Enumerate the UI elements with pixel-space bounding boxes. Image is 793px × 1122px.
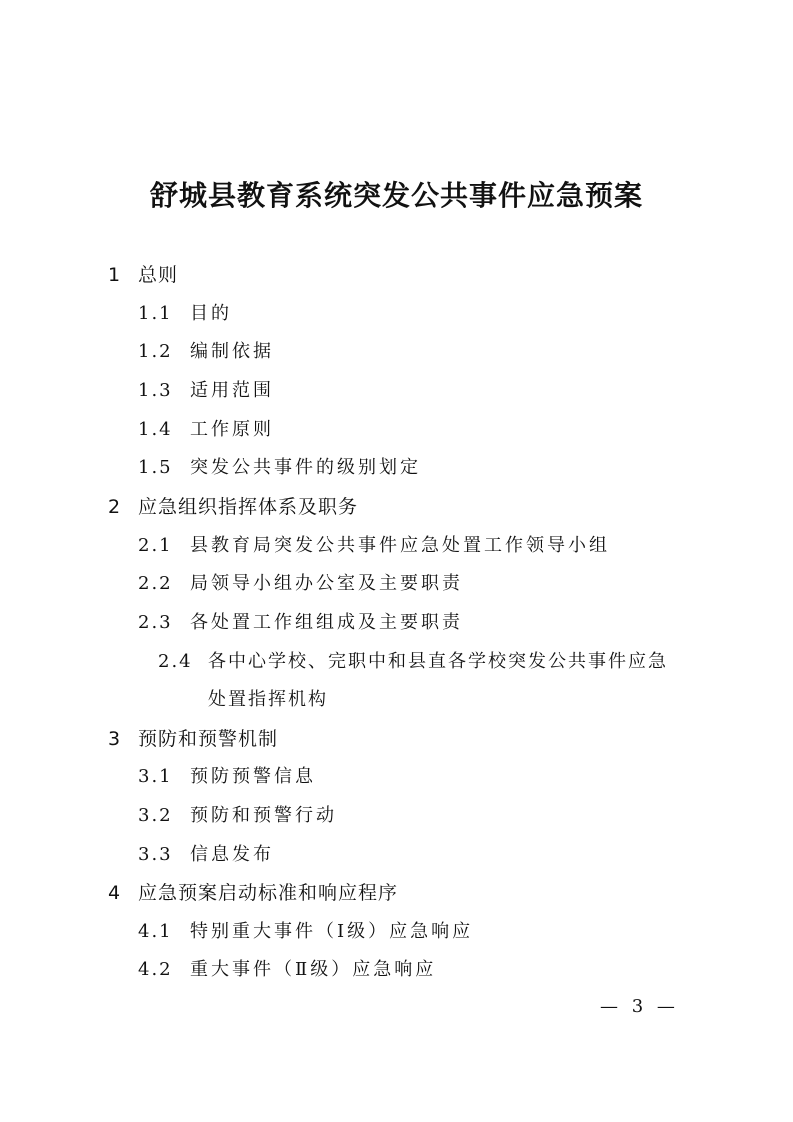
- toc-number: 1.1: [138, 303, 173, 324]
- toc-number: 1: [108, 264, 121, 286]
- toc-text: 局领导小组办公室及主要职责: [190, 573, 463, 594]
- toc-number: 2.2: [138, 573, 173, 594]
- toc-number: 4: [108, 882, 121, 904]
- toc-number: 2.1: [138, 535, 173, 556]
- toc-item-2-3: [138, 611, 463, 635]
- toc-item-2-4-continuation: 处置指挥机构: [208, 689, 328, 710]
- toc-text: 特别重大事件（Ⅰ级）应急响应: [190, 921, 474, 942]
- toc-number: 1.2: [138, 341, 173, 362]
- toc-item-1-5: [138, 456, 421, 480]
- toc-item-2-4: [158, 650, 668, 674]
- toc-text: 县教育局突发公共事件应急处置工作领导小组: [190, 535, 610, 556]
- toc-number: 3.2: [138, 805, 173, 826]
- toc-number: 2.4: [158, 651, 193, 672]
- toc-number: 3: [108, 728, 121, 750]
- toc-text: 工作原则: [190, 419, 274, 440]
- toc-item-1-1: [138, 302, 232, 326]
- toc-number: 2.3: [138, 612, 173, 633]
- toc-number: 1.4: [138, 419, 173, 440]
- page-number: — 3 —: [600, 996, 679, 1017]
- toc-heading: 应急组织指挥体系及职务: [138, 496, 359, 518]
- toc-number: 4.2: [138, 959, 173, 980]
- toc-text: 预防和预警行动: [190, 805, 337, 826]
- toc-text: 适用范围: [190, 380, 274, 401]
- toc-heading: 预防和预警机制: [138, 728, 279, 750]
- toc-text: 信息发布: [190, 844, 274, 865]
- document-title: 舒城县教育系统突发公共事件应急预案: [149, 179, 643, 212]
- toc-item-3-2: [138, 804, 337, 828]
- toc-section-3: [108, 727, 278, 751]
- toc-item-3-1: [138, 765, 316, 789]
- toc-section-2: [108, 495, 358, 519]
- toc-number: 4.1: [138, 921, 173, 942]
- toc-item-2-1: [138, 534, 610, 558]
- toc-item-4-2: [138, 958, 436, 982]
- toc-number: 1.3: [138, 380, 173, 401]
- toc-text: 重大事件（Ⅱ级）应急响应: [190, 959, 437, 980]
- toc-section-1: [108, 263, 178, 287]
- toc-text: 各中心学校、完职中和县直各学校突发公共事件应急: [208, 651, 668, 672]
- toc-text: 预防预警信息: [190, 766, 316, 787]
- toc-item-1-3: [138, 379, 274, 403]
- toc-number: 3.1: [138, 766, 173, 787]
- toc-number: 3.3: [138, 844, 173, 865]
- toc-text: 目的: [190, 303, 232, 324]
- toc-item-1-4: [138, 418, 274, 442]
- toc-number: 2: [108, 496, 121, 518]
- toc-text: 突发公共事件的级别划定: [190, 457, 421, 478]
- toc-text: 各处置工作组组成及主要职责: [190, 612, 463, 633]
- toc-number: 1.5: [138, 457, 173, 478]
- toc-item-3-3: [138, 843, 274, 867]
- toc-heading: 总则: [138, 264, 179, 286]
- toc-heading: 应急预案启动标准和响应程序: [138, 882, 399, 904]
- toc-item-1-2: [138, 340, 274, 364]
- toc-item-2-2: [138, 572, 463, 596]
- toc-text: 编制依据: [190, 341, 274, 362]
- toc-item-4-1: [138, 920, 473, 944]
- toc-section-4: [108, 881, 398, 905]
